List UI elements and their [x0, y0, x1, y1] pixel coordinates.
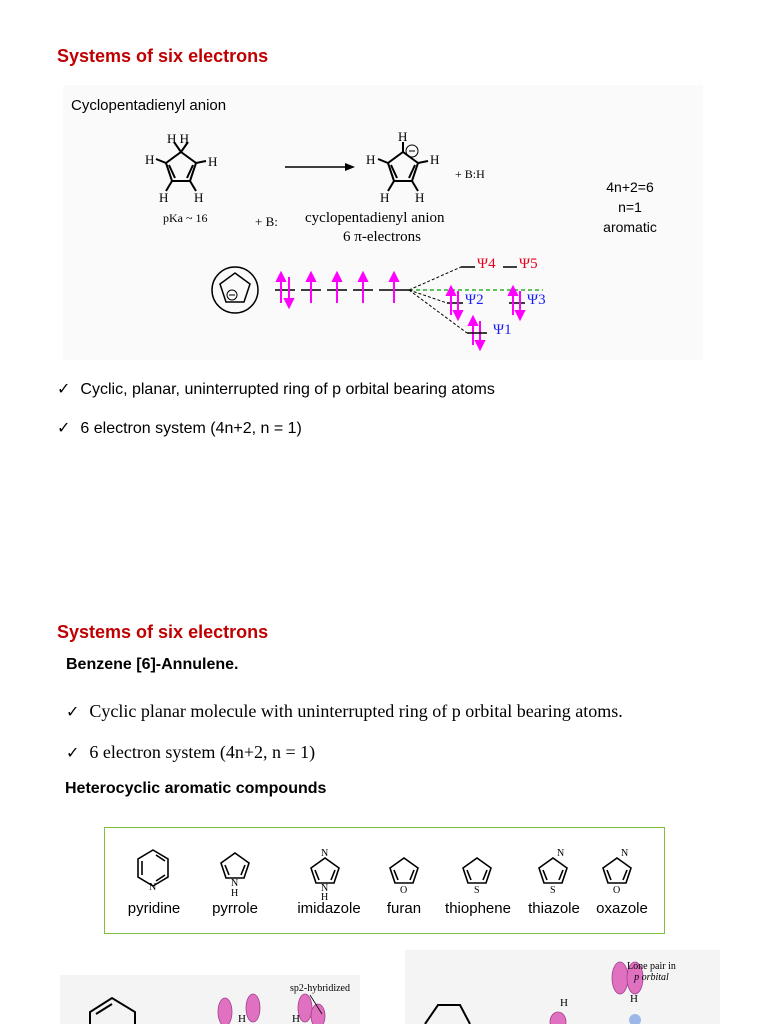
cyclopentadiene-structure: [156, 142, 206, 191]
section1-title: Systems of six electrons: [57, 46, 269, 66]
svg-text:S: S: [550, 885, 556, 896]
furan-structure: [390, 858, 418, 883]
product-subtitle: 6 π-electrons: [343, 229, 421, 245]
compound-label-thiazole: thiazole: [528, 900, 580, 917]
reagent-base: + B:: [255, 214, 278, 229]
bullet-item: ✓ Cyclic planar molecule with uninterrupted ring of p orbital bearing atoms.: [66, 701, 623, 721]
compound-label-imidazole: imidazole: [297, 900, 361, 917]
compound-label-furan: furan: [386, 900, 422, 917]
check-icon: ✓: [66, 704, 80, 721]
svg-text:H: H: [366, 152, 376, 167]
svg-text:H: H: [560, 997, 568, 1009]
pyrrole-structure: [221, 853, 249, 878]
check-icon: ✓: [57, 420, 71, 437]
svg-text:O: O: [613, 885, 621, 896]
psi4-label: Ψ4: [477, 256, 496, 272]
psi2-label: Ψ2: [465, 292, 484, 308]
thiophene-structure: [463, 858, 491, 883]
compound-label-thiophene: thiophene: [445, 900, 511, 917]
svg-text:H: H: [208, 154, 218, 169]
svg-text:N: N: [321, 883, 329, 894]
heterocycles-panel: [104, 827, 665, 934]
svg-text:H: H: [321, 892, 329, 903]
pyridine-structure: [138, 850, 168, 886]
svg-text:H: H: [380, 190, 390, 205]
svg-text:N: N: [621, 848, 629, 859]
svg-text:H: H: [159, 190, 169, 205]
bullet-item: ✓ 6 electron system (4n+2, n = 1): [57, 420, 302, 437]
bullet-item: ✓ 6 electron system (4n+2, n = 1): [66, 742, 316, 762]
svg-text:N: N: [231, 878, 239, 889]
orbital-figures: [60, 950, 720, 1024]
svg-text:O: O: [400, 885, 408, 896]
rule-line-1: 4n+2=6: [606, 179, 654, 195]
compound-label-oxazole: oxazole: [596, 900, 648, 917]
check-icon: ✓: [66, 745, 80, 762]
product-name: cyclopentadienyl anion: [305, 210, 445, 226]
imidazole-structure: [311, 858, 339, 883]
svg-text:H: H: [292, 1013, 300, 1024]
svg-text:N: N: [149, 882, 157, 893]
lone-pair-label: Lone pair in p orbital: [627, 961, 676, 983]
svg-text:H: H: [145, 152, 155, 167]
atom-h: H H: [167, 131, 190, 146]
svg-text:N: N: [321, 848, 329, 859]
svg-text:S: S: [474, 885, 480, 896]
compound-label-pyrrole: pyrrole: [212, 900, 258, 917]
cyclopentadienyl-anion-structure: [378, 142, 428, 191]
product-reagent: + B:H: [455, 167, 485, 181]
figure-heading: Cyclopentadienyl anion: [71, 97, 227, 114]
rule-line-3: aromatic: [603, 219, 657, 235]
svg-text:H: H: [630, 993, 638, 1005]
rule-line-2: n=1: [618, 199, 642, 215]
huckel-rule: [598, 177, 662, 237]
psi5-label: Ψ5: [519, 256, 538, 272]
svg-text:H: H: [415, 190, 425, 205]
thiazole-structure: [539, 858, 567, 883]
check-icon: ✓: [57, 381, 71, 398]
compound-label-pyridine: pyridine: [127, 900, 181, 917]
bullet-item: ✓ Cyclic, planar, uninterrupted ring of p orbital bearing atoms: [57, 381, 495, 398]
section2-title: Systems of six electrons: [57, 622, 269, 642]
svg-text:H: H: [238, 1013, 246, 1024]
svg-text:H: H: [231, 888, 239, 899]
svg-text:N: N: [557, 848, 565, 859]
svg-text:H: H: [398, 129, 408, 144]
svg-text:H: H: [430, 152, 440, 167]
sp2-label: sp2-hybridized: [290, 983, 350, 994]
benzene-subtitle: Benzene [6]-Annulene.: [66, 656, 239, 673]
cyclopentadienyl-figure: [63, 85, 703, 360]
pka-label: pKa ~ 16: [163, 211, 208, 225]
hetero-heading: Heterocyclic aromatic compounds: [65, 780, 327, 797]
oxazole-structure: [603, 858, 631, 883]
psi1-label: Ψ1: [493, 322, 512, 338]
svg-text:H: H: [194, 190, 204, 205]
psi3-label: Ψ3: [527, 292, 546, 308]
